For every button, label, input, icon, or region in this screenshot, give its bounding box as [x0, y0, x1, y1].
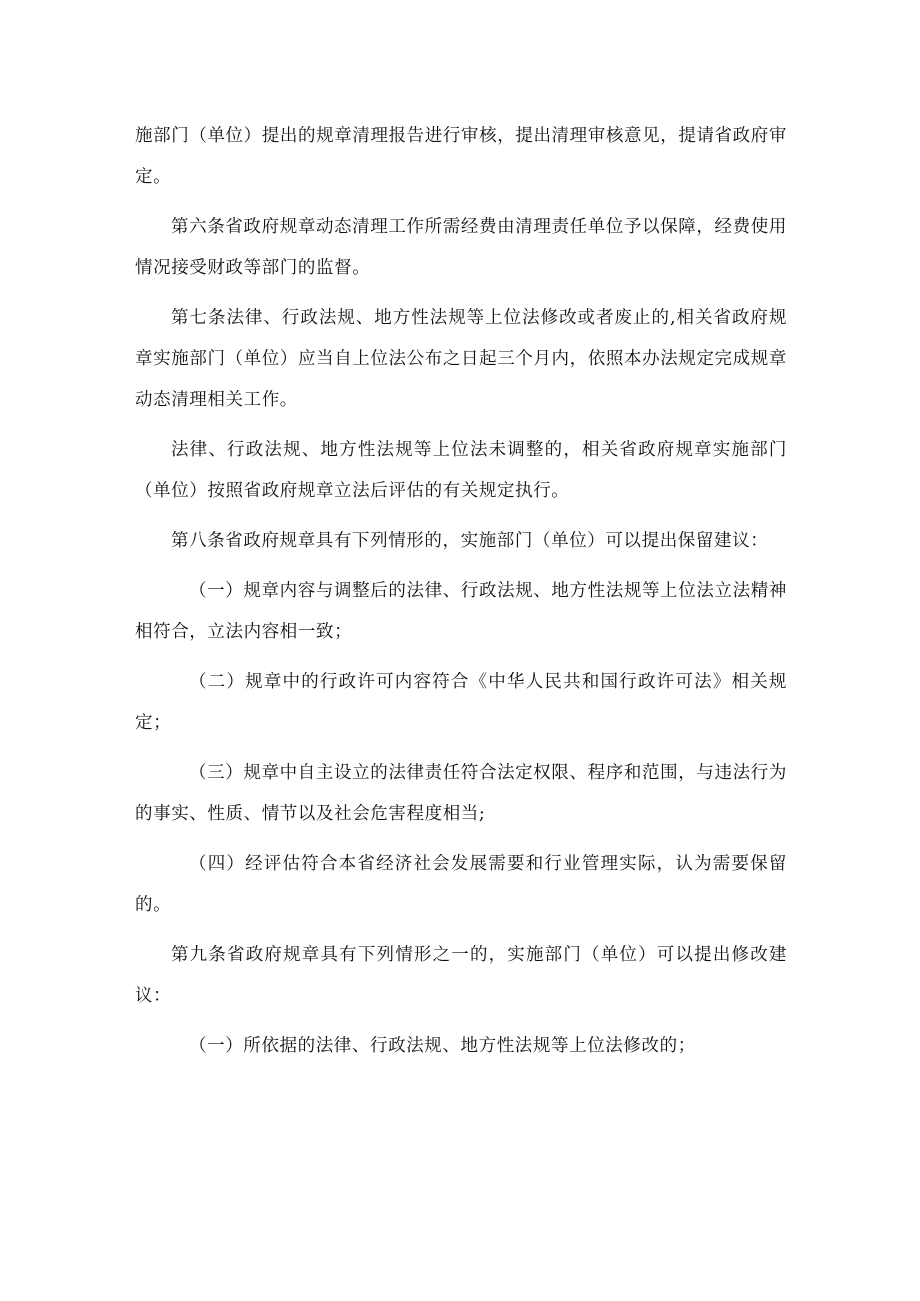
paragraph-continuation: 施部门（单位）提出的规章清理报告进行审核，提出清理审核意见，提请省政府审定。 [135, 126, 787, 187]
paragraph-article-9: 第九条省政府规章具有下列情形之一的，实施部门（单位）可以提出修改建议： [135, 945, 787, 1006]
list-item-article-9-1: （一）所依据的法律、行政法规、地方性法规等上位法修改的； [189, 1036, 696, 1056]
list-item-article-8-4: （四）经评估符合本省经济社会发展需要和行业管理实际，认为需要保留的。 [135, 854, 787, 915]
list-item-article-8-3: （三）规章中自主设立的法律责任符合法定权限、程序和范围，与违法行为的事实、性质、情节以及社会危害程度相当; [135, 763, 787, 824]
list-item-article-8-2: （二）规章中的行政许可内容符合《中华人民共和国行政许可法》相关规定； [135, 672, 787, 733]
list-item-article-8-1: （一）规章内容与调整后的法律、行政法规、地方性法规等上位法立法精神相符合，立法内容相一致； [135, 581, 787, 642]
document-body [135, 116, 787, 1067]
paragraph-article-7-clause-2: 法律、行政法规、地方性法规等上位法未调整的，相关省政府规章实施部门（单位）按照省政府规章立法后评估的有关规定执行。 [135, 440, 787, 501]
paragraph-article-8: 第八条省政府规章具有下列情形的，实施部门（单位）可以提出保留建议： [171, 531, 769, 551]
paragraph-article-6: 第六条省政府规章动态清理工作所需经费由清理责任单位予以保障，经费使用情况接受财政等部门的监督。 [135, 217, 787, 278]
paragraph-article-7: 第七条法律、行政法规、地方性法规等上位法修改或者废止的,相关省政府规章实施部门（单位）应当自上位法公布之日起三个月内，依照本办法规定完成规章动态清理相关工作。 [135, 308, 787, 410]
